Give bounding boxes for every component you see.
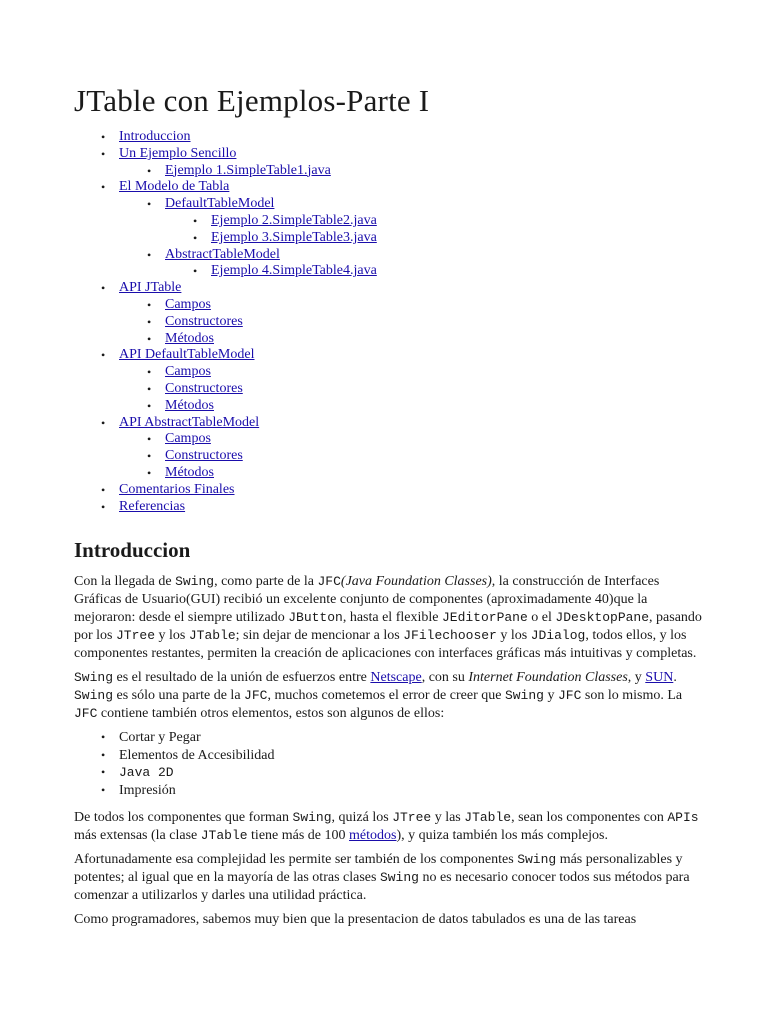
- text-run: , con su: [421, 670, 469, 686]
- intro-paragraph-1: [74, 573, 708, 663]
- text-run: y los: [496, 628, 531, 644]
- code-jfc: JFC: [317, 574, 341, 590]
- text-run: , como parte de la: [214, 574, 318, 590]
- link-metodos[interactable]: métodos: [349, 828, 397, 844]
- text-run: y: [543, 688, 558, 704]
- toc-link-ejemplo-4[interactable]: Ejemplo 4.SimpleTable4.java: [211, 263, 377, 279]
- text-run: , pasando por los: [74, 610, 702, 644]
- toc-item: [165, 381, 708, 398]
- code-apis: APIs: [667, 810, 699, 826]
- text-run: y los: [155, 628, 189, 644]
- toc-item: [165, 398, 708, 415]
- toc-item: [165, 448, 708, 465]
- toc-link-default-metodos[interactable]: Métodos: [165, 397, 214, 413]
- code-jdesktoppane: JDesktopPane: [555, 610, 650, 626]
- toc-link-jtable-campos[interactable]: Campos: [165, 296, 211, 312]
- toc-link-api-default-table-model[interactable]: API DefaultTableModel: [119, 347, 255, 363]
- link-netscape[interactable]: Netscape: [370, 670, 422, 686]
- toc-link-abstract-constructores[interactable]: Constructores: [165, 448, 243, 464]
- code-swing: Swing: [175, 574, 215, 590]
- toc-link-ejemplo-3[interactable]: Ejemplo 3.SimpleTable3.java: [211, 229, 377, 245]
- toc-sublist: [119, 163, 708, 180]
- toc-sublist: [165, 213, 708, 247]
- toc-item: [119, 482, 708, 499]
- list-item: • Elementos de Accesibilidad: [119, 747, 708, 765]
- toc-item: [165, 331, 708, 348]
- toc-link-default-campos[interactable]: Campos: [165, 364, 211, 380]
- toc-item: [165, 247, 708, 281]
- text-run: es el resultado de la unión de esfuerzos entre: [113, 670, 371, 686]
- toc-item: [211, 213, 708, 230]
- code-jdialog: JDialog: [530, 628, 586, 644]
- code-jfc: JFC: [74, 706, 98, 722]
- text-run: .: [673, 670, 677, 686]
- toc-item: [211, 263, 708, 280]
- text-run: tiene más de 100: [247, 828, 350, 844]
- code-swing: Swing: [517, 852, 557, 868]
- text-run: contiene también otros elementos, estos son algunos de ellos:: [97, 706, 445, 722]
- code-swing: Swing: [292, 810, 332, 826]
- list-item: • Cortar y Pegar: [119, 729, 708, 747]
- code-jtree: JTree: [392, 810, 432, 826]
- text-run: , muchos cometemos el error de creer que: [267, 688, 505, 704]
- toc-item: [165, 431, 708, 448]
- code-jfc: JFC: [557, 688, 582, 704]
- text-run: y las: [431, 810, 465, 826]
- code-jfilechooser: JFilechooser: [403, 628, 497, 644]
- text-run: , todos ellos, y los componentes restantes, permiten la creación de aplicaciones con interfaces gráficas más intuitivas y completas.: [74, 628, 697, 662]
- emphasis-java-foundation-classes: (Java Foundation Classes): [340, 574, 492, 590]
- section-heading-introduccion: Introduccion: [74, 538, 191, 563]
- toc-item: [165, 364, 708, 381]
- toc-item: [119, 280, 708, 347]
- toc-item: [211, 230, 708, 247]
- toc-sublist: [119, 297, 708, 347]
- toc-sublist: [119, 431, 708, 481]
- table-of-contents: [74, 129, 708, 515]
- link-sun[interactable]: SUN: [645, 670, 674, 686]
- toc-link-ejemplo-2[interactable]: Ejemplo 2.SimpleTable2.java: [211, 212, 377, 228]
- toc-item: [119, 415, 708, 482]
- code-swing: Swing: [504, 688, 544, 704]
- toc-item: [165, 196, 708, 246]
- text-run: o el: [527, 610, 556, 626]
- toc-sublist: [119, 364, 708, 414]
- toc-link-default-constructores[interactable]: Constructores: [165, 380, 243, 396]
- toc-item: [119, 146, 708, 180]
- intro-paragraph-5: Como programadores, sabemos muy bien que la presentacion de datos tabulados es una de las tareas: [74, 912, 637, 928]
- toc-link-referencias[interactable]: Referencias: [119, 498, 186, 514]
- toc-sublist: [165, 263, 708, 280]
- text-run: no es necesario conocer todos sus métodos para comenzar a utilizarlos y darles una utilidad práctica.: [74, 870, 690, 904]
- list-item: • Impresión: [119, 782, 708, 800]
- toc-link-api-jtable[interactable]: API JTable: [119, 280, 182, 296]
- jfc-elements-list: [74, 729, 708, 799]
- intro-paragraph-3: [74, 809, 708, 845]
- toc-item: [119, 347, 708, 414]
- toc-link-jtable-constructores[interactable]: Constructores: [165, 313, 243, 329]
- code-jtable: JTable: [200, 828, 248, 844]
- code-swing: Swing: [379, 870, 419, 886]
- text-run: son lo mismo. La: [581, 688, 683, 704]
- text-run: , sean los componentes con: [511, 810, 668, 826]
- code-jtree: JTree: [116, 628, 156, 644]
- toc-link-comentarios-finales[interactable]: Comentarios Finales: [119, 481, 235, 497]
- code-jfc: JFC: [244, 688, 268, 704]
- text-run: más extensas (la clase: [74, 828, 201, 844]
- list-item: [119, 764, 708, 782]
- toc-sublist: [119, 196, 708, 280]
- toc-link-abstract-table-model[interactable]: AbstractTableModel: [165, 246, 280, 262]
- text-run: Con la llegada de: [74, 574, 176, 590]
- emphasis-internet-foundation-classes: Internet Foundation Classes: [468, 670, 628, 686]
- toc-link-ejemplo-sencillo[interactable]: Un Ejemplo Sencillo: [119, 145, 237, 161]
- code-swing: Swing: [74, 688, 114, 704]
- code-jtable: JTable: [188, 628, 236, 644]
- text-run: ), y quiza también los más complejos.: [396, 828, 608, 844]
- toc-link-ejemplo-1[interactable]: Ejemplo 1.SimpleTable1.java: [165, 162, 331, 178]
- toc-item: [119, 179, 708, 280]
- code-jbutton: JButton: [288, 610, 343, 626]
- toc-link-abstract-campos[interactable]: Campos: [165, 431, 211, 447]
- intro-paragraph-4: [74, 851, 708, 905]
- intro-paragraph-2: [74, 669, 708, 723]
- text-run: , hasta el flexible: [342, 610, 442, 626]
- toc-link-api-abstract-table-model[interactable]: API AbstractTableModel: [119, 414, 260, 430]
- page-title: JTable con Ejemplos-Parte I: [74, 83, 430, 118]
- code-swing: Swing: [74, 670, 114, 686]
- toc-item: [165, 314, 708, 331]
- toc-link-jtable-metodos[interactable]: Métodos: [165, 330, 214, 346]
- toc-item: [165, 297, 708, 314]
- toc-link-abstract-metodos[interactable]: Métodos: [165, 464, 214, 480]
- text-run: más personalizables y potentes; al igual que en la mayoría de las otras clases: [74, 852, 683, 886]
- code-jeditorpane: JEditorPane: [441, 610, 528, 626]
- text-run: De todos los componentes que forman: [74, 810, 293, 826]
- text-run: , quizá los: [331, 810, 393, 826]
- text-run: Afortunadamente esa complejidad les permite ser también de los componentes: [74, 852, 518, 868]
- toc-item: [165, 163, 708, 180]
- toc-link-introduccion[interactable]: Introduccion: [119, 129, 191, 144]
- toc-item: [119, 499, 708, 516]
- text-run: ; sin dejar de mencionar a los: [235, 628, 404, 644]
- text-run: , y: [627, 670, 646, 686]
- text-run: es sólo una parte de la: [113, 688, 245, 704]
- toc-item: [165, 465, 708, 482]
- text-run: , la construcción de Interfaces Gráficas de Usuario(GUI) recibió un excelente conjunto de componentes (aproximadamente 40)que la mejoraron: desde el siempre utilizado: [74, 574, 660, 626]
- toc-link-modelo-tabla[interactable]: El Modelo de Tabla: [119, 179, 230, 195]
- code-java-2d: Java 2D: [119, 765, 174, 781]
- toc-item: [119, 129, 708, 146]
- code-jtable: JTable: [464, 810, 512, 826]
- toc-link-default-table-model[interactable]: DefaultTableModel: [165, 196, 275, 212]
